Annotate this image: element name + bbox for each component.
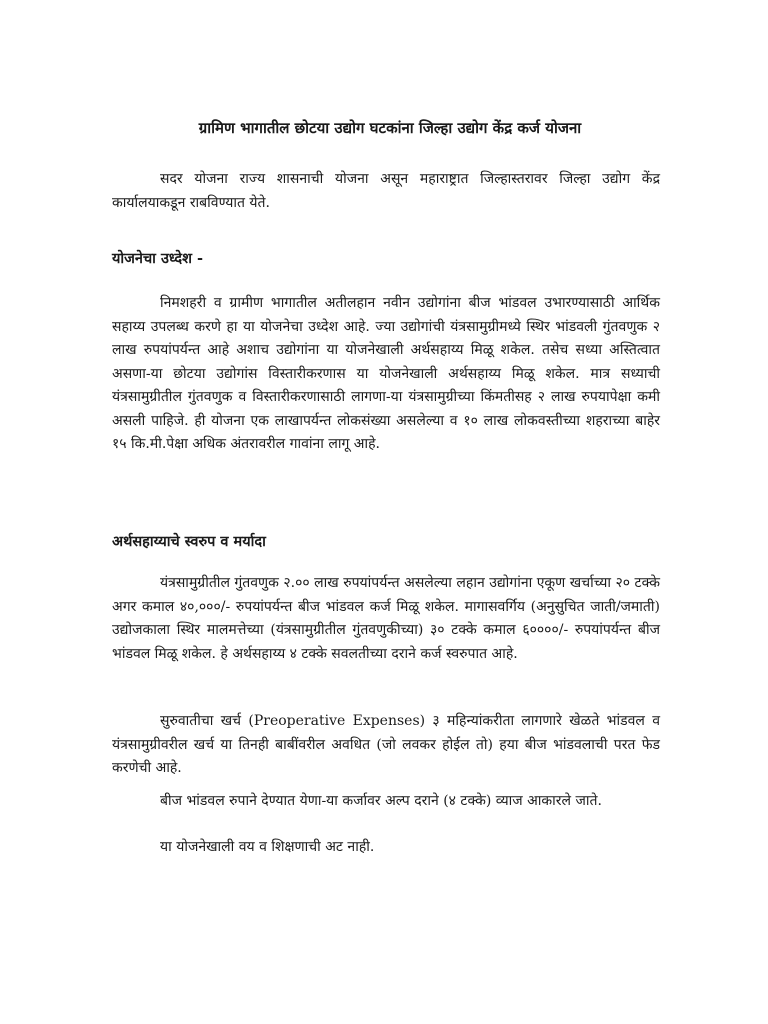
- assistance-heading: अर्थसहाय्याचे स्वरुप व मर्यादा: [112, 533, 266, 550]
- interest-paragraph: बीज भांडवल रुपाने देण्यात येणा-या कर्जावर अल्प दराने (४ टक्के) व्याज आकारले जाते.: [160, 793, 602, 809]
- eligibility-paragraph: या योजनेखाली वय व शिक्षणाची अट नाही.: [160, 839, 375, 855]
- purpose-paragraph: निमशहरी व ग्रामीण भागातील अतीलहान नवीन उद्योगांना बीज भांडवल उभारण्यासाठी आर्थिक सहाय्य उपलब्ध करणे हा या योजनेचा उध्देश आहे. ज्या उद्योगांची यंत्रसामुग्रीमध्ये स्थिर भांडवली गुंतवणुक २ लाख रुपयांपर्यन्त आहे अशाच उद्योगांना या योजनेखाली अर्थसहाय्य मिळू शकेल. तसेच सध्या अस्तित्वात असणा-या छोटया उद्योगांस विस्तारीकरणास या योजनेखाली अर्थसहाय्य मिळू शकेल. मात्र सध्याची यंत्रसामुग्रीतील गुंतवणुक व विस्तारीकरणासाठी लागणा-या यंत्रसामुग्रीच्या किंमतीसह २ लाख रुपयापेक्षा कमी असली पाहिजे. ही योजना एक लाखापर्यन्त लोकसंख्या असलेल्या व १० लाख लोकवस्तीच्या शहराच्या बाहेर १५ कि.मी.पेक्षा अधिक अंतरावरील गावांना लागू आहे.: [112, 295, 660, 452]
- purpose-heading: योजनेचा उध्देश -: [112, 250, 204, 267]
- preoperative-paragraph-block: [112, 710, 660, 781]
- document-title: ग्रामिण भागातील छोटया उद्योग घटकांना जिल्हा उद्योग केंद्र कर्ज योजना: [198, 119, 582, 137]
- interest-paragraph-block: [112, 790, 660, 814]
- assistance-paragraph-block: [112, 572, 660, 666]
- intro-paragraph: सदर योजना राज्य शासनाची योजना असून महाराष्ट्रात जिल्हास्तरावर जिल्हा उद्योग केंद्र कार्यालयाकडून राबविण्यात येते.: [112, 171, 660, 211]
- eligibility-paragraph-block: [112, 836, 660, 860]
- assistance-paragraph: यंत्रसामुग्रीतील गुंतवणुक २.०० लाख रुपयांपर्यन्त असलेल्या लहान उद्योगांना एकूण खर्चाच्या २० टक्के अगर कमाल ४०,०००/- रुपयांपर्यन्त बीज भांडवल कर्ज मिळू शकेल. मागासवर्गिय (अनुसुचित जाती/जमाती) उद्योजकाला स्थिर मालमत्तेच्या (यंत्रसामुग्रीतील गुंतवणुकीच्या) ३० टक्के कमाल ६००००/- रुपयांपर्यन्त बीज भांडवल मिळू शकेल. हे अर्थसहाय्य ४ टक्के सवलतीच्या दराने कर्ज स्वरुपात आहे.: [112, 575, 660, 662]
- preoperative-paragraph: सुरुवातीचा खर्च (Preoperative Expenses) ३ महिन्यांकरीता लागणारे खेळते भांडवल व यंत्रसामुग्रीवरील खर्च या तिनही बाबींवरील अवधित (जो लवकर होईल तो) हया बीज भांडवलाची परत फेड करणेची आहे.: [112, 713, 660, 776]
- intro-paragraph-block: [112, 168, 660, 215]
- purpose-paragraph-block: [112, 292, 660, 457]
